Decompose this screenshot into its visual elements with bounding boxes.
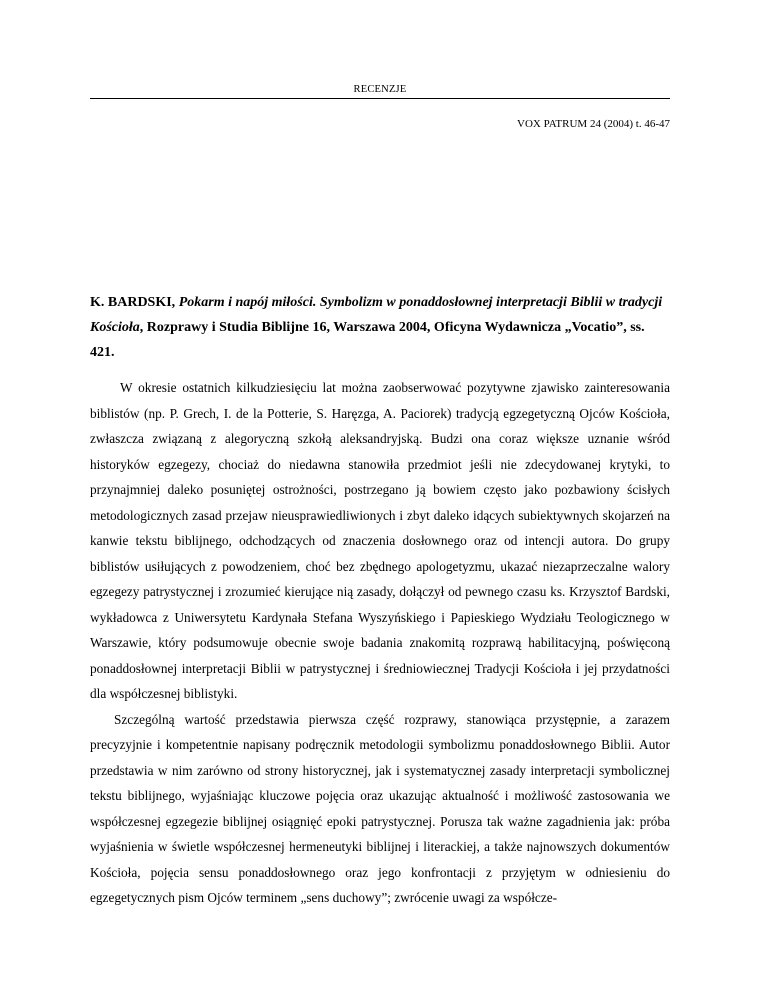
paragraph: Szczególną wartość przedstawia pierwsza część rozprawy, stanowiąca przystępnie, a zarazem precyzyjnie i kompetentnie napisany podręcznik metodologii symbolizmu ponaddosłownego Biblii. Autor przedstawia w nim zarówno od strony historycznej, jak i systematycznej zasady interpretacji symbolicznej tekstu biblijnego, wyjaśniając kluczowe pojęcia oraz ukazując aktualność i możliwość zastosowania we współczesnej egzegezie biblijnej osiągnięć epoki patrystycznej. Porusza tak ważne zagadnienia jak: próba wyjaśnienia w świetle współczesnej hermeneutyki biblijnej i literackiej, a także najnowszych dokumentów Kościoła, pojęcia sensu ponaddosłownego oraz jego konfrontacji z przyjętym w odniesieniu do egzegetycznych pism Ojców terminem „sens duchowy”; zwrócenie uwagi za współcze- (90, 711, 670, 905)
review-heading (90, 290, 670, 365)
publication-details: , Rozprawy i Studia Biblijne 16, Warszawa 2004, Oficyna Wydawnicza „Vocatio”, ss. 421. (90, 320, 645, 360)
header-rule (90, 98, 670, 99)
journal-citation: VOX PATRUM 24 (2004) t. 46-47 (517, 118, 670, 130)
review-body (90, 375, 670, 911)
book-title: Pokarm i napój miłości. Symbolizm w ponaddosłownej interpretacji Biblii w tradycji Kościoła (90, 295, 663, 335)
book-author: K. BARDSKI, (90, 295, 176, 310)
paragraph: W okresie ostatnich kilkudziesięciu lat można zaobserwować pozytywne zjawisko zainteresowania biblistów (np. P. Grech, I. de la Potterie, S. Haręzga, A. Paciorek) tradycją egzegetyczną Ojców Kościoła, zwłaszcza związaną z alegoryczną szkołą aleksandryjską. Budzi ona coraz większe uznanie wśród historyków egzegezy, chociaż do niedawna stanowiła przedmiot jeśli nie zdecydowanej krytyki, to przynajmniej daleko posuniętej ostrożności, postrzegano ją bowiem często jako pozbawiony ścisłych metodologicznych zasad przejaw nieusprawiedliwionych i zbyt daleko idących subiektywnych skojarzeń na kanwie tekstu biblijnego, odchodzących od znaczenia dosłownego oraz od intencji autora. Do grupy biblistów usiłujących z powodzeniem, choć bez zbędnego apologetyzmu, ukazać niezaprzeczalne walory egzegezy patrystycznej i zrozumieć kierujące nią zasady, dołączył od pewnego czasu ks. Krzysztof Bardski, wykładowca z Uniwersytetu Kardynała Stefana Wyszyńskiego i Papieskiego Wydziału Teologicznego w Warszawie, który podsumowuje obecnie swoje badania znakomitą rozprawą habilitacyjną, poświęconą ponaddosłownej interpretacji Biblii w patrystycznej i średniowiecznej Tradycji Kościoła i jej przydatności dla współczesnej biblistyki. (90, 380, 670, 701)
running-head: RECENZJE (353, 84, 407, 95)
